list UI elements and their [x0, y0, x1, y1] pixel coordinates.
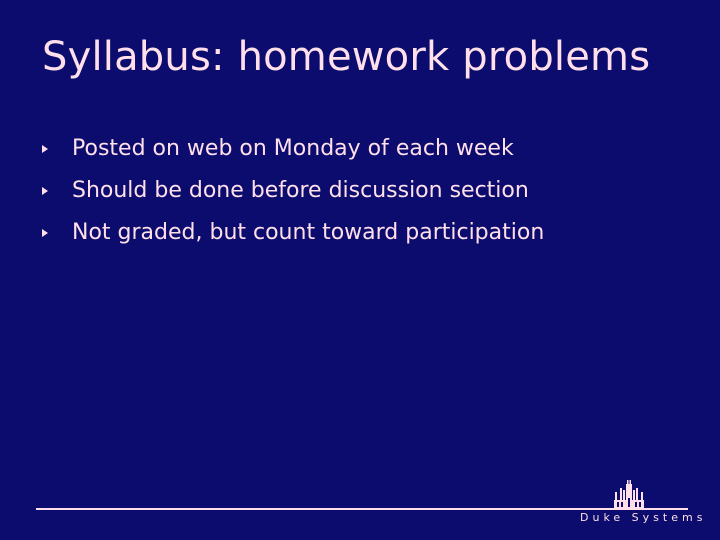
bullet-item [42, 132, 544, 174]
bullet-item [42, 216, 544, 258]
bullet-text: Posted on web on Monday of each week [72, 136, 514, 161]
bullet-text: Should be done before discussion section [72, 178, 529, 203]
slide-title: Syllabus: homework problems [42, 34, 651, 80]
bullet-list [42, 132, 544, 258]
triangle-bullet-icon [42, 187, 48, 195]
footer-divider [36, 508, 688, 510]
footer-brand-text: Duke Systems [580, 511, 707, 524]
bullet-text: Not graded, but count toward participation [72, 220, 545, 245]
triangle-bullet-icon [42, 145, 48, 153]
triangle-bullet-icon [42, 229, 48, 237]
bullet-item [42, 174, 544, 216]
chapel-icon [612, 480, 646, 508]
